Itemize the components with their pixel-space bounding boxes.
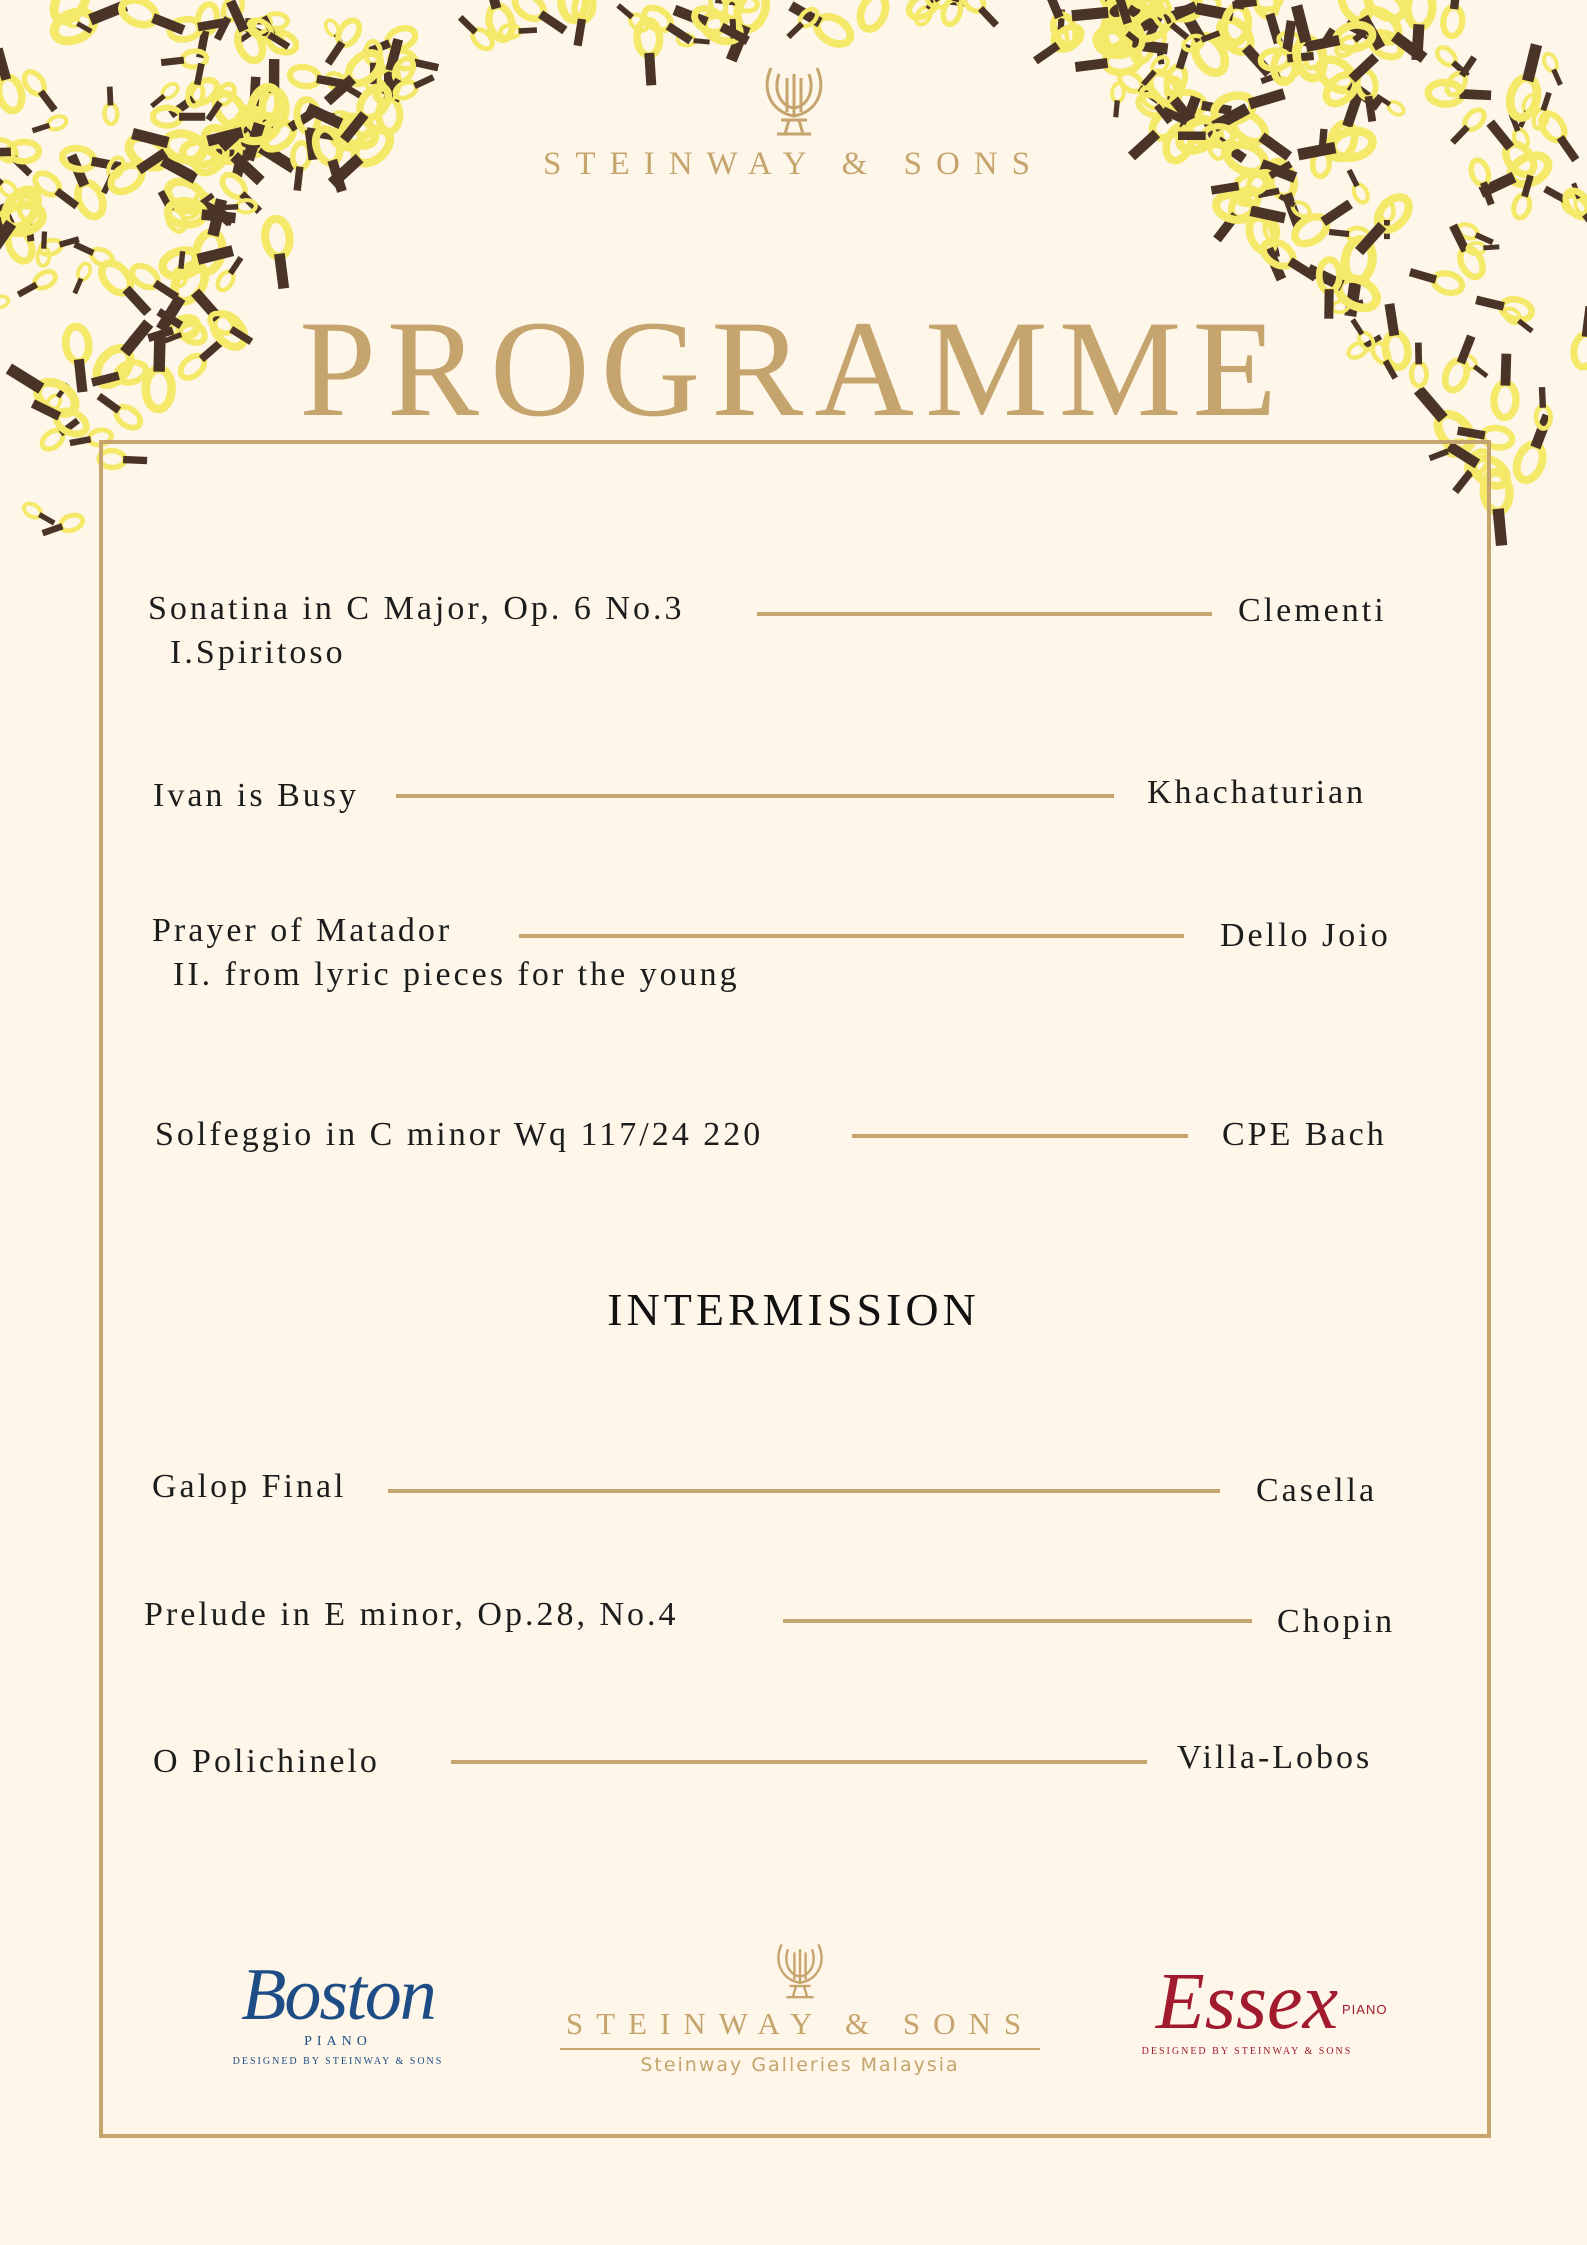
confetti-piece	[500, 24, 537, 39]
confetti-piece	[263, 217, 296, 290]
essex-wordmark: Essex	[1155, 1958, 1339, 2046]
confetti-piece	[37, 231, 50, 266]
dotted-leader-line	[451, 1760, 1147, 1764]
confetti-piece	[1442, 0, 1466, 37]
essex-piano-logo	[1117, 1958, 1388, 2057]
composer-name: Casella	[1256, 1472, 1378, 1509]
footer-brand: STEINWAY & SONS	[565, 2006, 1035, 2041]
confetti-piece	[1407, 263, 1464, 296]
dotted-leader-line	[757, 612, 1212, 616]
composer-name: Dello Joio	[1220, 917, 1391, 954]
piece-title: Sonatina in C Major, Op. 6 No.3	[148, 590, 685, 627]
header-logo	[0, 60, 1587, 183]
dotted-leader-line	[388, 1489, 1220, 1493]
piece-title: Prayer of Matador	[152, 912, 453, 949]
piece-title: Galop Final	[152, 1468, 347, 1505]
essex-piano-label: PIANO	[1342, 2002, 1388, 2017]
gallery-name: Steinway Galleries Malaysia	[640, 2054, 960, 2076]
piece-subtitle: I.Spiritoso	[170, 634, 346, 671]
essex-tagline: DESIGNED BY STEINWAY & SONS	[1141, 2046, 1353, 2057]
composer-name: Villa-Lobos	[1177, 1739, 1373, 1776]
confetti-piece	[21, 501, 57, 528]
confetti-piece	[856, 0, 902, 33]
confetti-piece	[15, 268, 58, 301]
confetti-piece	[70, 262, 93, 296]
boston-wordmark: Boston	[241, 1954, 435, 2036]
confetti-piece	[959, 0, 1002, 31]
piece-title: Solfeggio in C minor Wq 117/24 220	[155, 1116, 764, 1153]
boston-piano-logo	[208, 1954, 468, 2067]
boston-tagline: DESIGNED BY STEINWAY & SONS	[232, 2056, 444, 2067]
dotted-leader-line	[852, 1134, 1188, 1138]
page-title: PROGRAMME	[299, 292, 1288, 445]
steinway-footer-logo	[550, 1938, 1050, 2076]
lyre-icon	[772, 1938, 828, 2002]
piece-title: Prelude in E minor, Op.28, No.4	[144, 1596, 679, 1633]
lyre-icon	[759, 60, 829, 140]
piece-title: O Polichinelo	[153, 1743, 380, 1780]
composer-name: Khachaturian	[1147, 774, 1367, 811]
dotted-leader-line	[396, 794, 1114, 798]
piece-subtitle: II. from lyric pieces for the young	[173, 956, 740, 993]
dotted-leader-line	[783, 1619, 1252, 1623]
confetti-piece	[785, 0, 855, 49]
composer-name: Clementi	[1238, 592, 1387, 629]
boston-piano-label: PIANO	[304, 2034, 372, 2049]
header-brand: STEINWAY & SONS	[543, 146, 1044, 182]
intermission-heading: INTERMISSION	[607, 1284, 980, 1335]
composer-name: CPE Bach	[1222, 1116, 1387, 1153]
piece-title: Ivan is Busy	[153, 777, 359, 814]
divider	[560, 2048, 1040, 2050]
dotted-leader-line	[519, 934, 1184, 938]
composer-name: Chopin	[1277, 1603, 1396, 1640]
